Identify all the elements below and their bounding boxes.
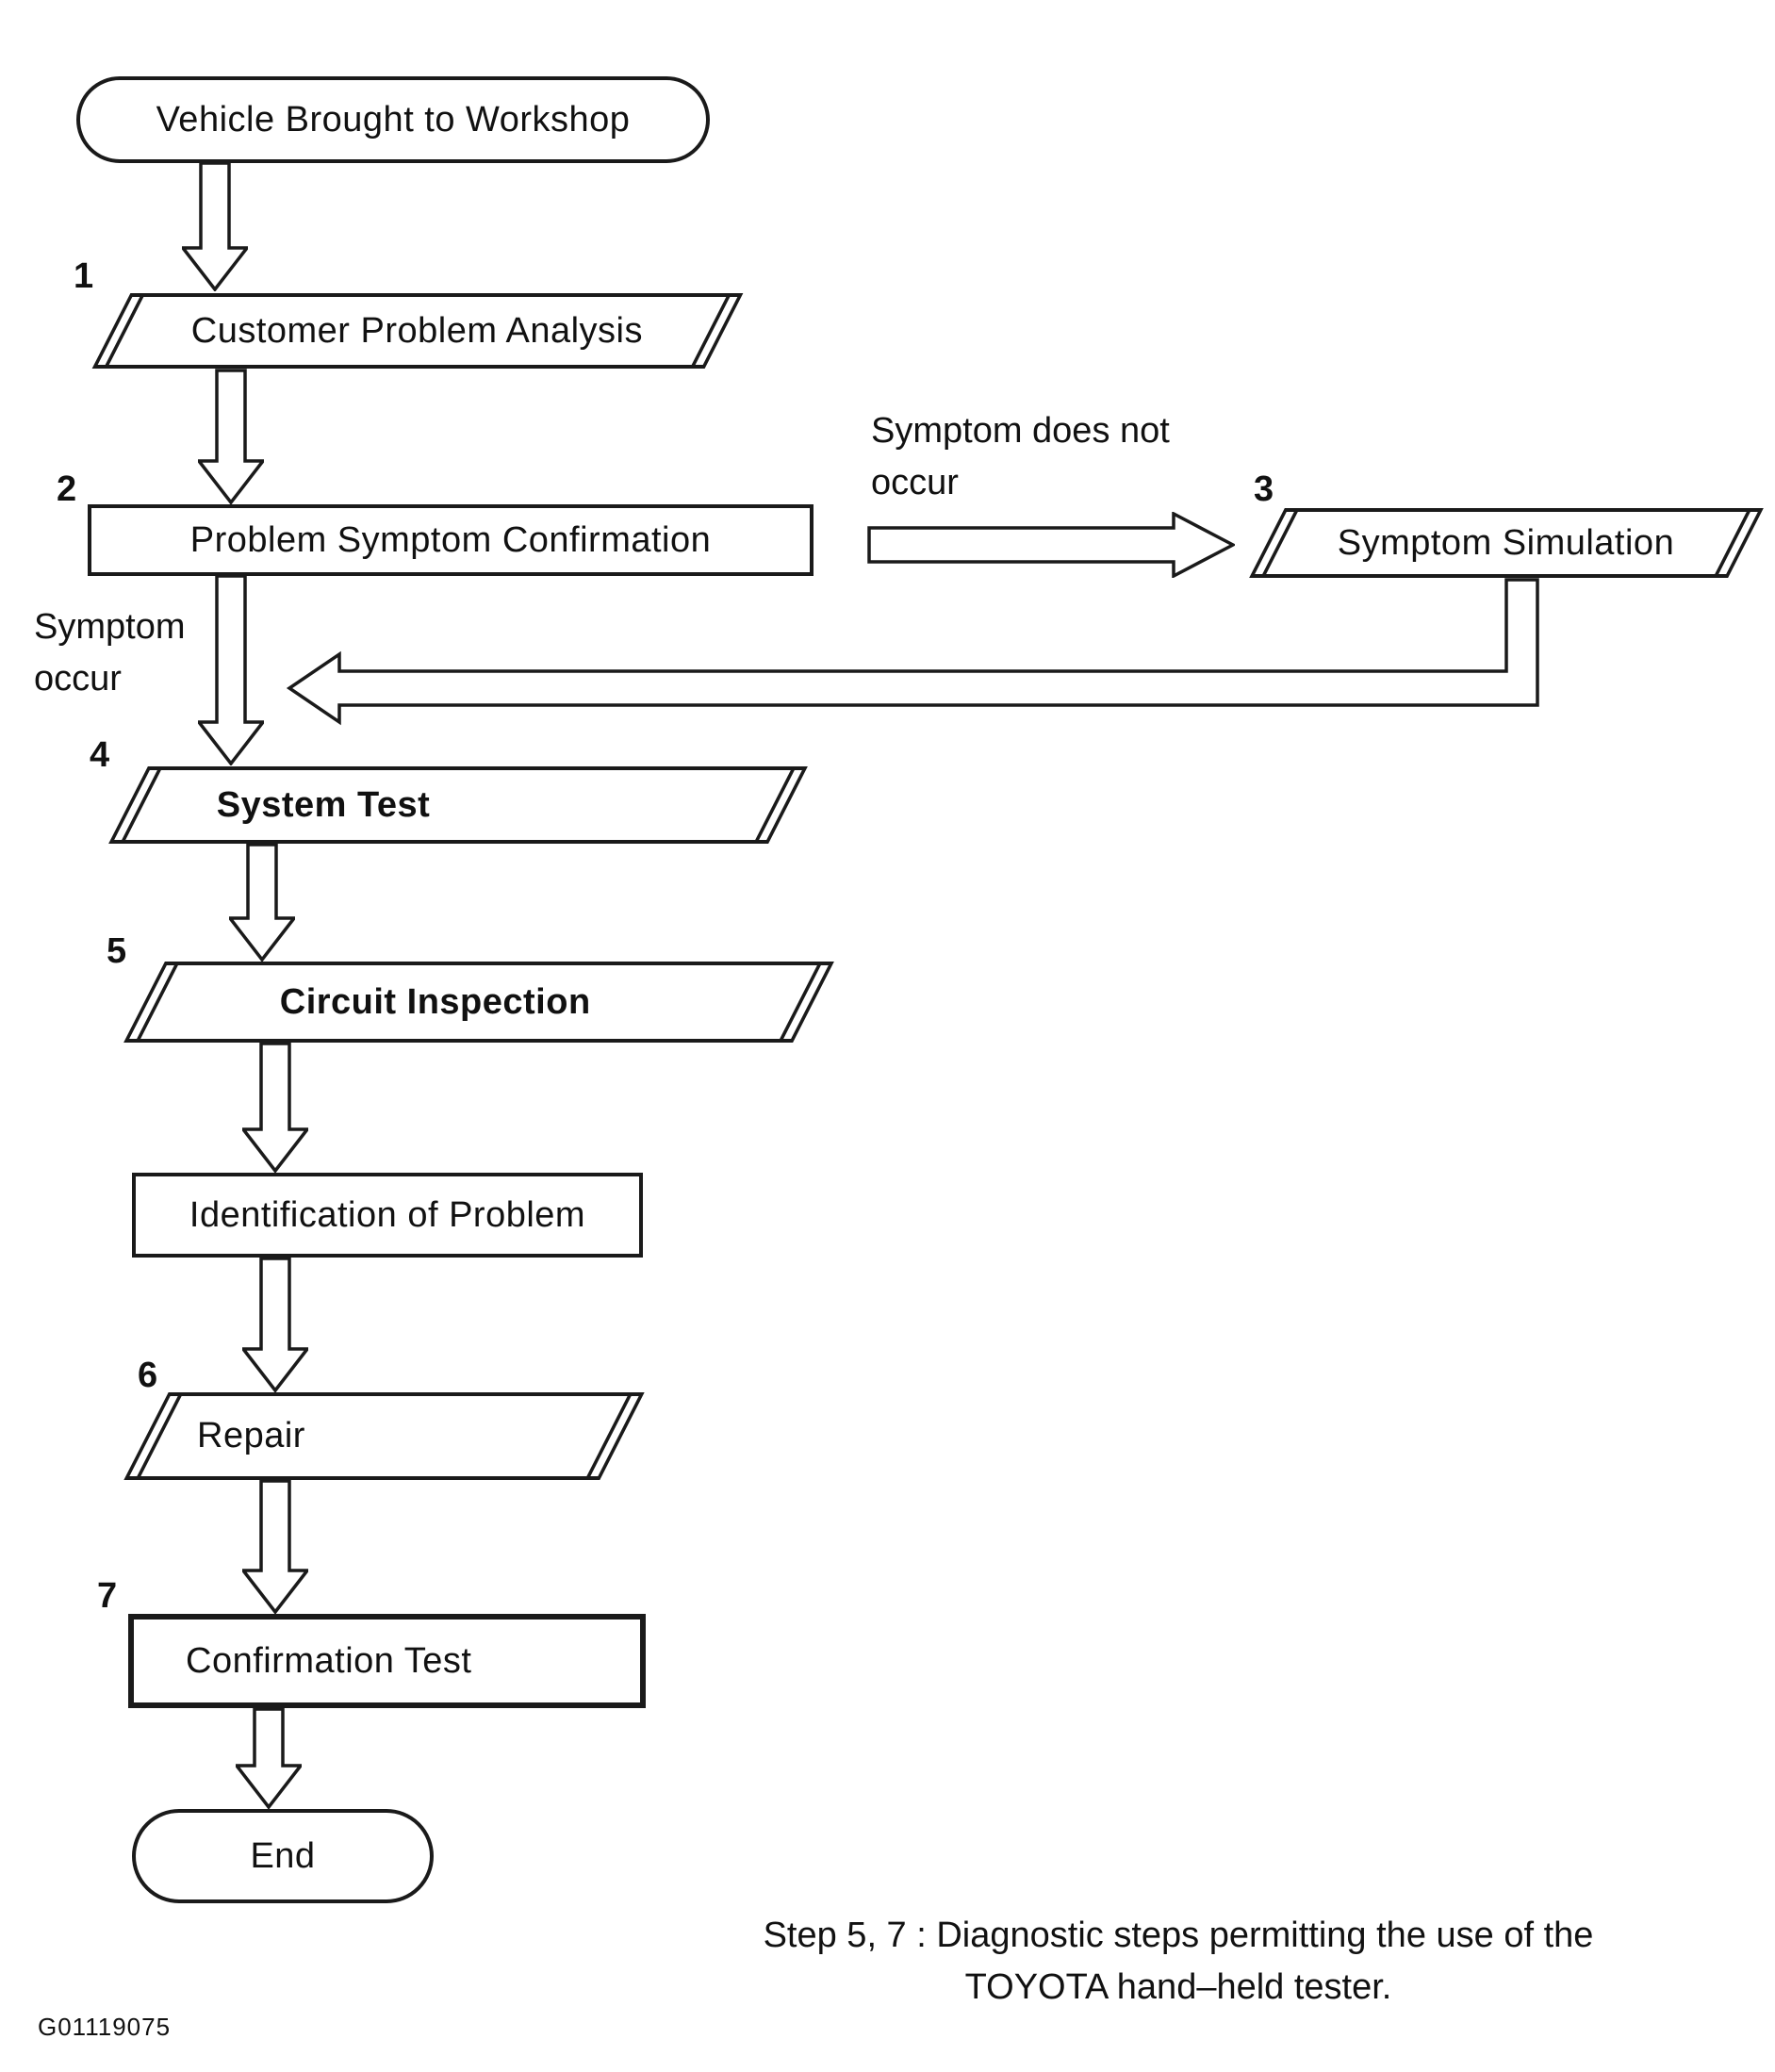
figure-caption-line2: TOYOTA hand–held tester. bbox=[964, 1967, 1392, 2008]
node-repair bbox=[123, 1392, 644, 1480]
node-system-test-label: System Test bbox=[217, 784, 431, 825]
flow-arrow-down-icon bbox=[229, 843, 295, 962]
node-circuit-inspection bbox=[123, 962, 834, 1043]
step-number-4: 4 bbox=[90, 735, 110, 775]
node-symptom-simulation bbox=[1249, 508, 1764, 578]
node-start bbox=[76, 76, 710, 163]
node-start-label: Vehicle Brought to Workshop bbox=[156, 99, 631, 140]
node-end-label: End bbox=[250, 1835, 316, 1876]
node-problem-symptom-confirmation-label: Problem Symptom Confirmation bbox=[189, 519, 712, 560]
node-confirmation-test bbox=[128, 1614, 646, 1708]
node-confirmation-test-label: Confirmation Test bbox=[186, 1640, 472, 1681]
flow-arrow-down-icon bbox=[198, 369, 264, 504]
flow-arrow-right-icon bbox=[867, 512, 1235, 578]
step-number-3: 3 bbox=[1254, 469, 1274, 509]
step-number-7: 7 bbox=[97, 1576, 118, 1616]
node-circuit-inspection-label: Circuit Inspection bbox=[280, 981, 591, 1022]
edge-label-symptom-does-not-occur bbox=[871, 405, 1170, 509]
node-end bbox=[132, 1809, 434, 1903]
node-identification-of-problem bbox=[132, 1173, 643, 1258]
step-number-2: 2 bbox=[57, 469, 77, 509]
flow-arrow-down-icon bbox=[198, 574, 264, 765]
node-system-test bbox=[108, 766, 808, 844]
step-number-6: 6 bbox=[138, 1356, 158, 1395]
node-identification-of-problem-label: Identification of Problem bbox=[189, 1194, 586, 1235]
figure-id: G01119075 bbox=[38, 2013, 172, 2041]
edge-label-line2: occur bbox=[871, 463, 959, 503]
edge-label-line1: Symptom does not bbox=[871, 411, 1170, 451]
flow-arrow-down-icon bbox=[242, 1257, 308, 1392]
flow-arrow-down-icon bbox=[242, 1479, 308, 1614]
figure-caption-line1: Step 5, 7 : Diagnostic steps permitting the use of the bbox=[763, 1916, 1594, 1955]
edge-label-line1: Symptom bbox=[34, 607, 186, 647]
flow-arrow-down-icon bbox=[182, 161, 248, 291]
edge-label-symptom-occur bbox=[34, 601, 185, 705]
flow-arrow-return-left-icon bbox=[283, 578, 1546, 733]
edge-label-line2: occur bbox=[34, 659, 122, 699]
node-symptom-simulation-label: Symptom Simulation bbox=[1338, 522, 1675, 563]
flow-arrow-down-icon bbox=[236, 1707, 302, 1809]
node-customer-problem-analysis bbox=[92, 293, 744, 369]
flow-arrow-down-icon bbox=[242, 1042, 308, 1173]
figure-caption bbox=[660, 1910, 1697, 2014]
step-number-1: 1 bbox=[74, 256, 94, 296]
node-problem-symptom-confirmation bbox=[88, 504, 814, 576]
step-number-5: 5 bbox=[107, 931, 127, 971]
node-customer-problem-analysis-label: Customer Problem Analysis bbox=[191, 310, 644, 351]
node-repair-label: Repair bbox=[197, 1416, 305, 1455]
